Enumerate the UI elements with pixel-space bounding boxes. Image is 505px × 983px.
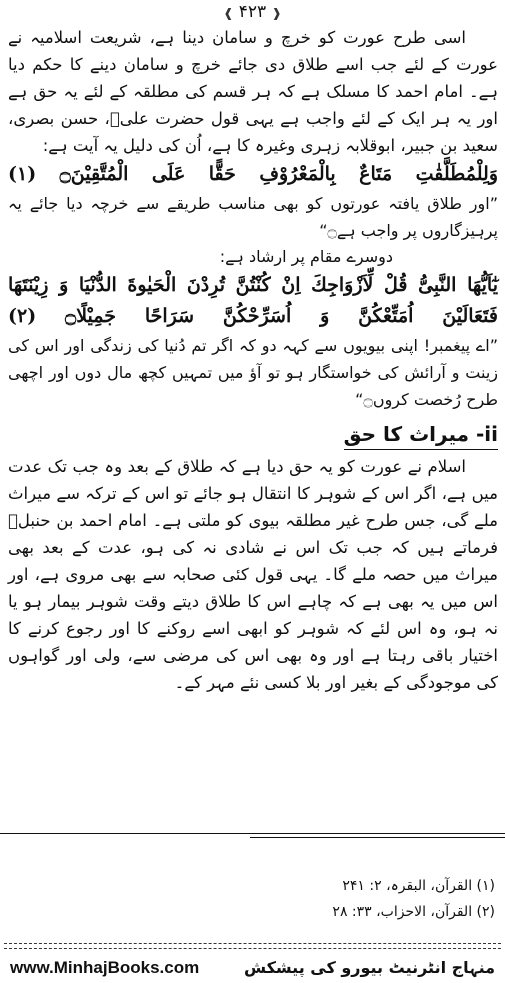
footnote-1: (۱) القرآن، البقرہ، ۲: ۲۴۱ bbox=[342, 878, 495, 894]
footer-credit: منہاج انٹرنیٹ بیورو کی پیشکش bbox=[243, 958, 495, 977]
translation-2: ”اے پیغمبر! اپنی بیویوں سے کہہ دو کہ اگر تم دُنیا کی زندگی اور اس کی زینت و آرائش کی خواستگار ہو تو آؤ میں تمہیں کچھ مال دوں اور اچھی طرح رُخصت کروں۝“ bbox=[8, 336, 498, 409]
footer-url: www.MinhajBooks.com bbox=[10, 958, 200, 977]
footnote-2: (۲) القرآن، الاحزاب، ۳۳: ۲۸ bbox=[332, 904, 495, 920]
footer-dashed-rule-2 bbox=[4, 948, 501, 949]
ornament-right: ❱ bbox=[271, 6, 282, 20]
paragraph-1: اسی طرح عورت کو خرچ و سامان دینا ہے، شریعت اسلامیہ نے عورت کے لئے جب اسے طلاق دی جائے خرچ و سامان دینے کا حکم دیا ہے۔ امام احمد کا مسلک ہے کہ ہر قسم کی مطلقہ کے لئے یہ حق ہے اور یہ ہر ایک کے لئے واجب ہے یہی قول حضرت علیؓ، حسن بصری، سعید بن جبیر، ابوقلابہ زہری وغیرہ کا ہے، اُن کی دلیل یہ آیت ہے: bbox=[8, 28, 498, 155]
paragraph-2: اسلام نے عورت کو یہ حق دیا ہے کہ طلاق کے بعد وہ جب تک عدت میں ہے، اگر اس کے شوہر کا انتقال ہو جائے تو اس کے ترکہ سے میراث ملے گی، جس طرح غیر مطلقہ بیوی کو ملتی ہے۔ امام احمد بن حنبلؒ فرماتے ہیں کہ جب تک اس نے شادی نہ کی ہو، عدت کے بعد بھی میراث میں حصہ ملے گا۔ یہی قول کئی صحابہ سے بھی مروی ہے، اور اس میں یہ بھی ہے کہ چاہے اس کا طلاق دیتے وقت شوہر بیمار ہو یا نہ ہو، وہ اس لئے کہ شوہر کو ابھی اسے روکنے کا اور رجوع کرنے کا اختیار باقی رہتا ہے اور وہ بھی اس کی مرضی سے، ولی اور گواہوں کی موجودگی کے بغیر اور بلا کسی نئے مہر کے۔ bbox=[8, 457, 498, 692]
quran-verse-2b: فَتَعَالَیْنَ اُمَتِّعْكُنَّ وَ اُسَرِّحْكُنَّ سَرَاحًا جَمِیْلًا۝ (۲) bbox=[8, 305, 498, 327]
page-number-text: ۴۲۳ bbox=[238, 2, 267, 22]
footnote-divider-short bbox=[250, 837, 505, 838]
ornament-left: ❰ bbox=[223, 6, 234, 20]
section-heading: ii- میراث کا حق bbox=[344, 419, 498, 450]
page-body bbox=[8, 24, 498, 696]
footer bbox=[0, 958, 505, 980]
quran-verse-2a: یٰٓاَیُّهَا النَّبِیُّ قُلْ لِّاَزْوَاجِكَ اِنْ كُنْتُنَّ تُرِدْنَ الْحَیٰوةَ الدُّنْیَا وَ زِیْنَتَهَا bbox=[8, 274, 498, 296]
page-number bbox=[0, 2, 505, 22]
verse-intro-2: دوسرے مقام پر ارشاد ہے: bbox=[219, 247, 393, 266]
footer-dashed-rule bbox=[4, 943, 501, 944]
footnotes bbox=[15, 873, 495, 925]
footnote-divider bbox=[0, 833, 505, 834]
quran-verse-1: وَلِلْمُطَلَّقٰتِ مَتَاعٌ بِالْمَعْرُوْفِ حَقًّا عَلَى الْمُتَّقِيْنَ۝ (۱) bbox=[8, 163, 498, 185]
translation-1: ”اور طلاق یافتہ عورتوں کو بھی مناسب طریقے سے خرچہ دیا جائے یہ پرہیزگاروں پر واجب ہے۝“ bbox=[8, 194, 498, 240]
